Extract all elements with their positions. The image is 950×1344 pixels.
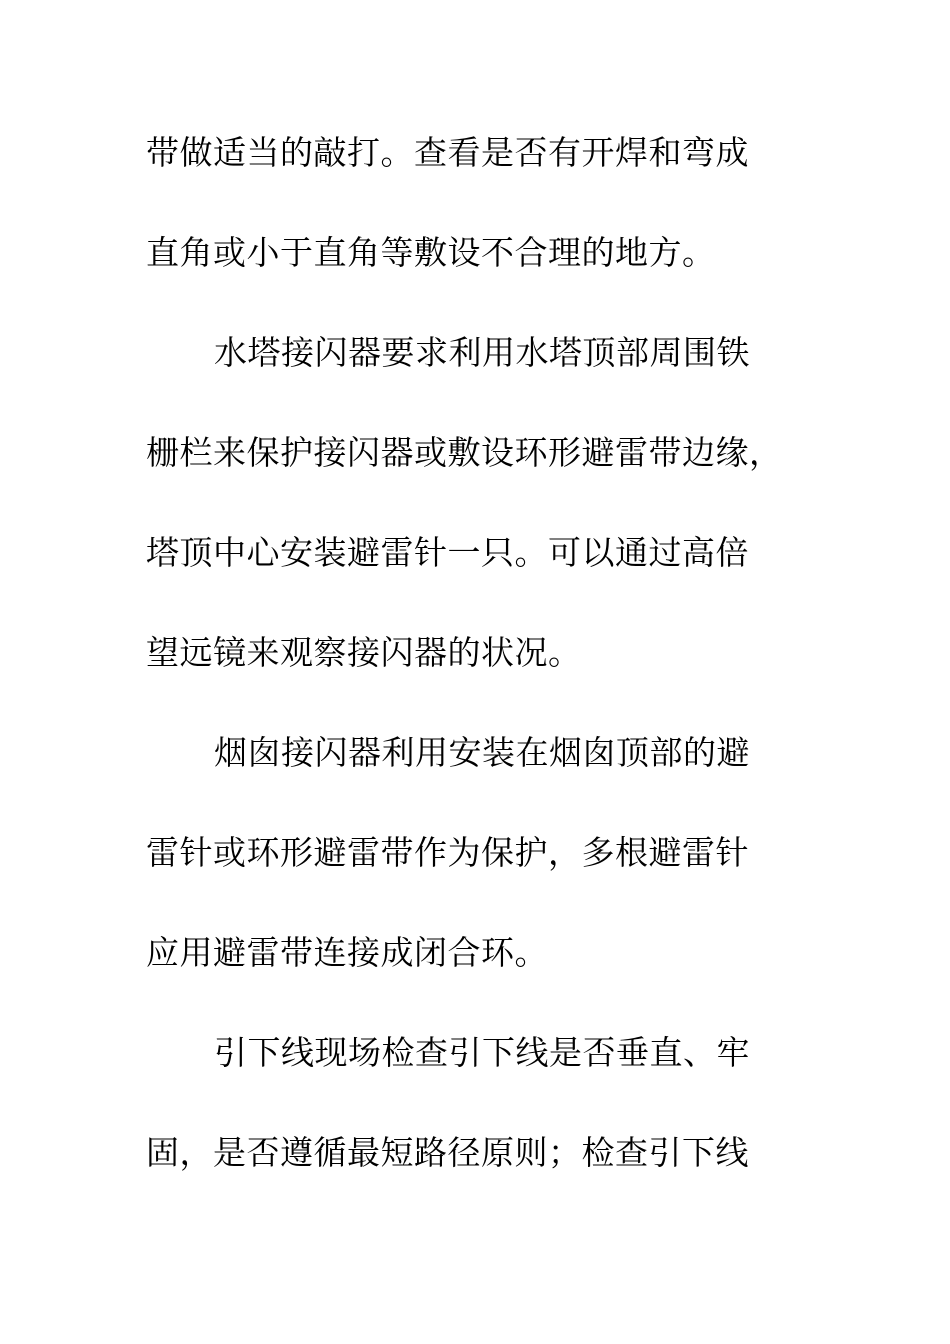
text-line: 固，是否遵循最短路径原则；检查引下线	[146, 1133, 749, 1172]
text-line: 直角或小于直角等敷设不合理的地方。	[146, 233, 716, 272]
text-line: 栅栏来保护接闪器或敷设环形避雷带边缘，	[146, 433, 783, 472]
paragraph-start-line: 烟囱接闪器利用安装在烟囱顶部的避	[214, 733, 750, 772]
text-line: 塔顶中心安装避雷针一只。可以通过高倍	[146, 533, 749, 572]
paragraph-start-line: 水塔接闪器要求利用水塔顶部周围铁	[214, 333, 750, 372]
text-line: 雷针或环形避雷带作为保护，多根避雷针	[146, 833, 749, 872]
text-line: 望远镜来观察接闪器的状况。	[146, 633, 582, 672]
paragraph-start-line: 引下线现场检查引下线是否垂直、牢	[214, 1033, 750, 1072]
text-line: 带做适当的敲打。查看是否有开焊和弯成	[146, 133, 749, 172]
text-line: 应用避雷带连接成闭合环。	[146, 933, 548, 972]
